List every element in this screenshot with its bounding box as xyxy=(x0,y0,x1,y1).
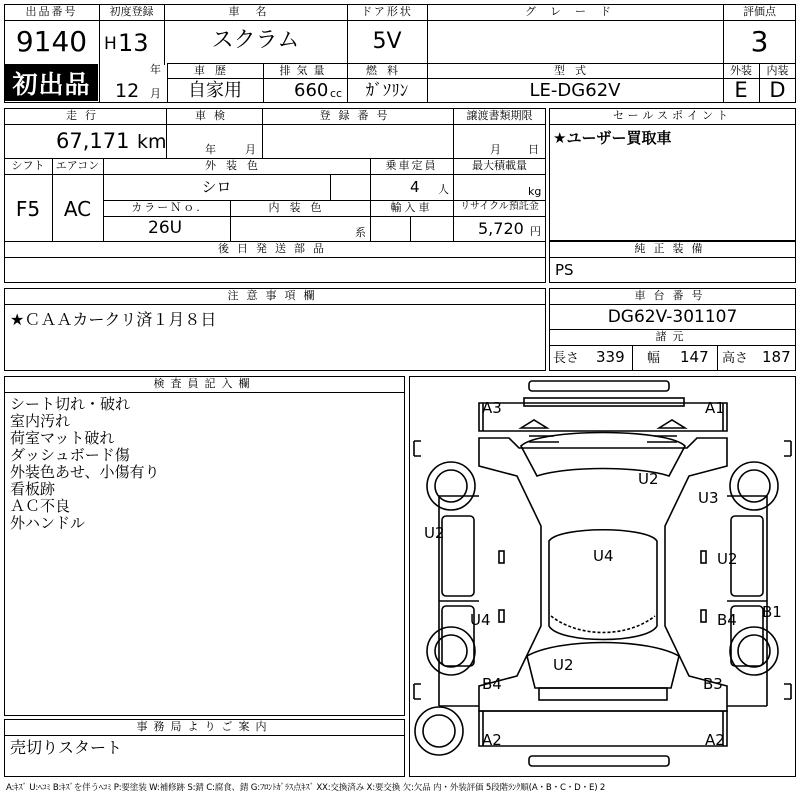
displacement-unit: cc xyxy=(330,87,343,100)
sales-point: ★ユーザー買取車 xyxy=(553,129,672,147)
reg-year: 13 xyxy=(118,29,149,57)
mark-right-mid: U2 xyxy=(717,550,738,568)
ac-label: エアコン xyxy=(55,159,100,172)
grade-label: グレード xyxy=(525,5,625,18)
mark-bumper-left: A2 xyxy=(482,731,502,749)
dims-label: 諸元 xyxy=(655,330,690,343)
mark-right-side: B1 xyxy=(762,603,782,621)
shift-label: シフト xyxy=(11,159,45,172)
lot-no-label: 出品番号 xyxy=(25,5,78,18)
first-reg-label: 初度登録 xyxy=(109,5,154,18)
mark-roof: U4 xyxy=(593,547,614,565)
exterior: E xyxy=(734,78,748,102)
legend: A:ｷｽﾞ U:ﾍｺﾐ B:ｷｽﾞを伴うﾍｺﾐ P:要塗装 W:補修跡 S:錆 C:腐食、錆 G:ﾌﾛﾝﾄｶﾞﾗｽ点ｷｽﾞ XX:交換済み X:要交換 欠:欠品 内・外装評価 5段階ﾗﾝｸ順(A・B・C・D・E) 2 xyxy=(6,783,606,793)
interior: D xyxy=(769,78,786,102)
mark-hood: U2 xyxy=(638,470,659,488)
mileage-unit: km xyxy=(137,131,167,153)
reg-month: 12 xyxy=(115,80,140,102)
transfer-day-unit: 日 xyxy=(528,143,539,156)
first-listing-badge: 初出品 xyxy=(5,64,98,101)
capacity-label: 乗車定員 xyxy=(385,159,438,172)
mark-right-rear: B4 xyxy=(717,611,737,629)
mileage-label: 走行 xyxy=(66,109,104,122)
width-label: 幅 xyxy=(647,351,661,366)
office-value: 売切りスタート xyxy=(10,738,123,757)
mark-bumper-right: A2 xyxy=(705,731,725,749)
inspector-line: 外ハンドル xyxy=(10,514,86,532)
history: 自家用 xyxy=(188,80,242,101)
recycle: 5,720 xyxy=(478,219,524,238)
car-name: スクラム xyxy=(211,28,300,53)
length-label: 長さ xyxy=(553,351,580,366)
displacement-label: 排気量 xyxy=(279,64,331,77)
inspector-line: 看板跡 xyxy=(10,480,56,498)
mark-left-front: U2 xyxy=(424,524,445,542)
score: 3 xyxy=(750,25,769,58)
inspector-label: 検査員記入欄 xyxy=(153,377,256,390)
inspection-month-unit: 月 xyxy=(245,143,256,156)
equipment-label: 純正装備 xyxy=(634,242,711,255)
inspector-lines xyxy=(10,396,160,532)
model-label: 型式 xyxy=(554,64,596,77)
recycle-label: リサイクル預託金 xyxy=(460,201,539,212)
door: 5V xyxy=(372,29,402,54)
height: 187 xyxy=(762,348,791,366)
inspector-line: ダッシュボード傷 xyxy=(10,446,130,464)
length: 339 xyxy=(596,348,625,366)
month-unit: 月 xyxy=(150,87,161,100)
plate-label: 登録番号 xyxy=(319,109,396,122)
height-label: 高さ xyxy=(722,351,749,366)
mark-rear-glass: U2 xyxy=(553,656,574,674)
fuel-label: 燃料 xyxy=(366,64,408,77)
mark-front-right: A1 xyxy=(705,399,725,417)
color-no-label: カラーＮｏ. xyxy=(131,201,202,214)
color: シロ xyxy=(201,178,232,196)
mileage: 67,171 xyxy=(56,129,130,153)
capacity-unit: 人 xyxy=(438,183,449,196)
import-label: 輸入車 xyxy=(390,201,433,214)
interior-label: 内装 xyxy=(766,64,789,77)
interior-color-unit: 系 xyxy=(355,226,366,239)
interior-color-label: 内装色 xyxy=(268,201,332,214)
sales-point-label: セールスポイント xyxy=(612,109,732,122)
year-unit: 年 xyxy=(150,63,161,76)
displacement: 660 xyxy=(294,80,329,101)
model: LE-DG62V xyxy=(529,80,621,101)
width: 147 xyxy=(680,348,709,366)
chassis-value: DG62V-301107 xyxy=(607,307,738,327)
recycle-unit: 円 xyxy=(530,225,541,238)
mark-right-front: U3 xyxy=(698,489,719,507)
office-label: 事務局よりご案内 xyxy=(136,720,273,733)
inspector-line: 外装色あせ、小傷有り xyxy=(10,463,160,481)
history-label: 車歴 xyxy=(194,64,236,77)
notes-value: ★ＣＡＡカークリ済１月８日 xyxy=(10,310,217,329)
inspection-label: 車検 xyxy=(195,109,233,122)
mark-rear-right: B3 xyxy=(703,675,723,693)
inspector-line: ＡＣ不良 xyxy=(10,497,71,515)
car-outline-diagram xyxy=(409,376,796,777)
sales-point-block xyxy=(549,108,796,241)
ac: AC xyxy=(63,197,92,221)
inspection-year-unit: 年 xyxy=(205,143,216,156)
equipment-value: PS xyxy=(555,261,574,279)
era: H xyxy=(104,34,117,54)
load-label: 最大積載量 xyxy=(472,159,527,172)
transfer-label: 譲渡書類期限 xyxy=(466,109,533,122)
exterior-label: 外装 xyxy=(730,64,752,77)
color-no: 26U xyxy=(148,218,183,238)
inspector-line: シート切れ・破れ xyxy=(10,395,131,413)
notes-label: 注意事項欄 xyxy=(227,289,323,302)
parts-label: 後日発送部品 xyxy=(218,242,332,255)
mark-rear-left: B4 xyxy=(482,675,502,693)
mark-front-left: A3 xyxy=(482,399,502,417)
inspector-line: 室内汚れ xyxy=(10,412,71,430)
mark-left-rear: U4 xyxy=(470,611,491,629)
inspector-line: 荷室マット破れ xyxy=(10,429,115,447)
door-label: ドア形状 xyxy=(361,5,413,18)
chassis-label: 車台番号 xyxy=(634,289,711,302)
car-name-label: 車名 xyxy=(228,5,283,18)
score-label: 評価点 xyxy=(743,5,776,18)
shift: F5 xyxy=(15,197,41,221)
capacity: 4 xyxy=(410,178,420,196)
color-label: 外装色 xyxy=(205,159,268,172)
lot-no: 9140 xyxy=(15,25,88,58)
fuel: ｶﾞｿﾘﾝ xyxy=(365,81,409,101)
transfer-month-unit: 月 xyxy=(490,143,501,156)
load-unit: kg xyxy=(528,185,542,198)
